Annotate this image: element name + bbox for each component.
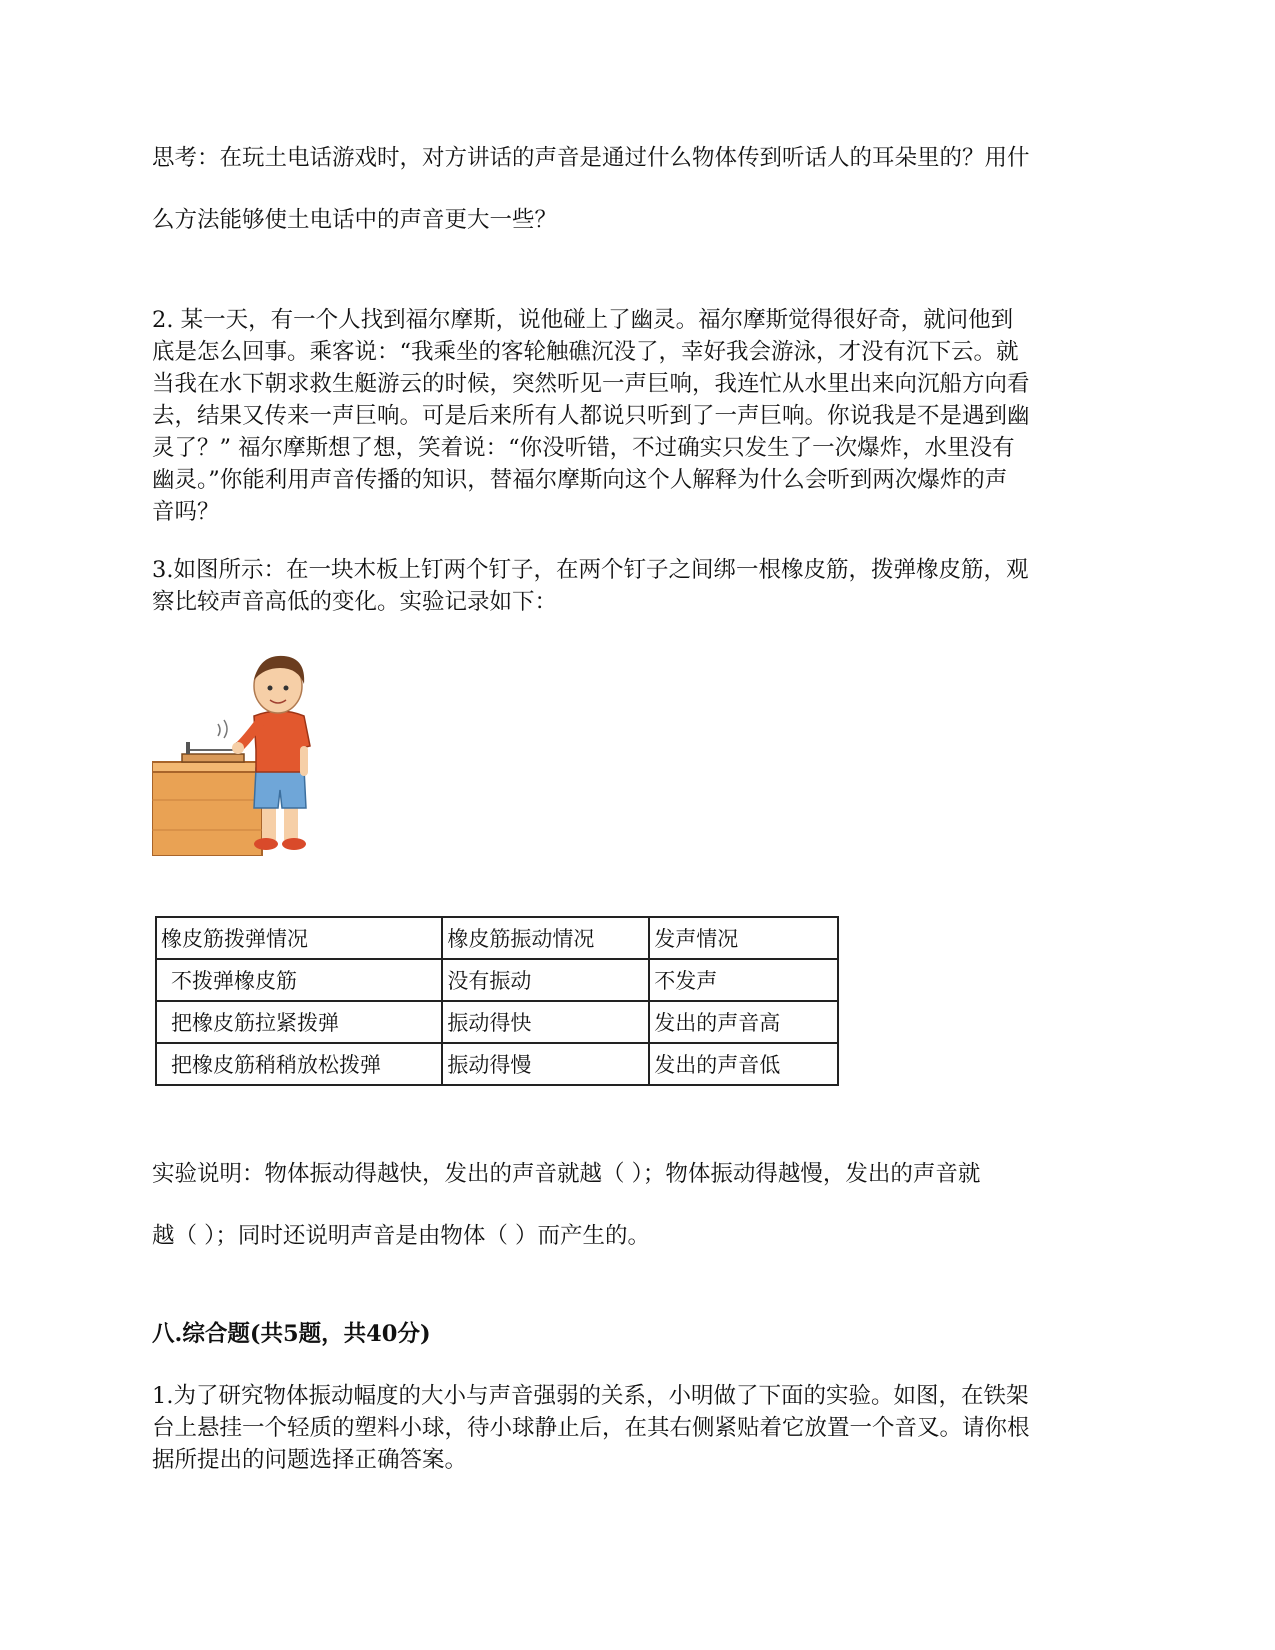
question-2-line-1: 2. 某一天，有一个人找到福尔摩斯，说他碰上了幽灵。福尔摩斯觉得很好奇，就问他到	[152, 307, 1014, 333]
table-header-row	[156, 917, 838, 959]
experiment-explanation-line-1: 实验说明：物体振动得越快，发出的声音就越（ ）；物体振动得越慢，发出的声音就	[152, 1161, 981, 1187]
question-3-line-1: 3.如图所示：在一块木板上钉两个钉子，在两个钉子之间绑一根橡皮筋，拨弹橡皮筋，观	[152, 557, 1029, 583]
table-cell: 没有振动	[442, 959, 649, 1001]
section-8-question-1-line-2: 台上悬挂一个轻质的塑料小球，待小球静止后，在其右侧紧贴着它放置一个音叉。请你根	[152, 1415, 1030, 1441]
table-cell: 发出的声音低	[649, 1043, 838, 1085]
desk-shape	[152, 768, 262, 856]
section-8-question-1-line-3: 据所提出的问题选择正确答案。	[152, 1447, 468, 1473]
question-2-line-2: 底是怎么回事。乘客说：“我乘坐的客轮触礁沉没了，幸好我会游泳，才没有沉下云。就	[152, 339, 1019, 365]
table-row	[156, 959, 838, 1001]
table-cell: 把橡皮筋稍稍放松拨弹	[156, 1043, 442, 1085]
question-3-line-2: 察比较声音高低的变化。实验记录如下：	[152, 589, 558, 615]
question-2-line-5: 灵了？” 福尔摩斯想了想，笑着说：“你没听错，不过确实只发生了一次爆炸，水里没有	[152, 435, 1015, 461]
table-cell: 发声情况	[649, 917, 838, 959]
table-cell: 振动得慢	[442, 1043, 649, 1085]
experiment-record-table	[155, 916, 839, 1086]
illustration-svg	[152, 650, 314, 856]
table-row	[156, 1043, 838, 1085]
table-cell: 不拨弹橡皮筋	[156, 959, 442, 1001]
table-cell: 橡皮筋拨弹情况	[156, 917, 442, 959]
table-cell: 发出的声音高	[649, 1001, 838, 1043]
table-row	[156, 1001, 838, 1043]
table-cell: 振动得快	[442, 1001, 649, 1043]
section-8-heading: 八.综合题(共5题，共40分)	[152, 1321, 431, 1347]
think-question-line-2: 么方法能够使土电话中的声音更大一些？	[152, 207, 558, 233]
think-question-line-1: 思考：在玩土电话游戏时，对方讲话的声音是通过什么物体传到听话人的耳朵里的？用什	[152, 145, 1030, 171]
table-cell: 橡皮筋振动情况	[442, 917, 649, 959]
boy-plucking-rubber-band-illustration	[152, 650, 314, 856]
question-2-line-4: 去，结果又传来一声巨响。可是后来所有人都说只听到了一声巨响。你说我是不是遇到幽	[152, 403, 1030, 429]
question-2-line-3: 当我在水下朝求救生艇游云的时候，突然听见一声巨响，我连忙从水里出来向沉船方向看	[152, 371, 1030, 397]
table-cell: 不发声	[649, 959, 838, 1001]
question-2-line-7: 音吗？	[152, 499, 220, 525]
table-cell: 把橡皮筋拉紧拨弹	[156, 1001, 442, 1043]
experiment-explanation-line-2: 越（ ）；同时还说明声音是由物体（ ）而产生的。	[152, 1223, 651, 1249]
section-8-question-1-line-1: 1.为了研究物体振动幅度的大小与声音强弱的关系，小明做了下面的实验。如图，在铁架	[152, 1383, 1029, 1409]
question-2-line-6: 幽灵。”你能利用声音传播的知识，替福尔摩斯向这个人解释为什么会听到两次爆炸的声	[152, 467, 1008, 493]
